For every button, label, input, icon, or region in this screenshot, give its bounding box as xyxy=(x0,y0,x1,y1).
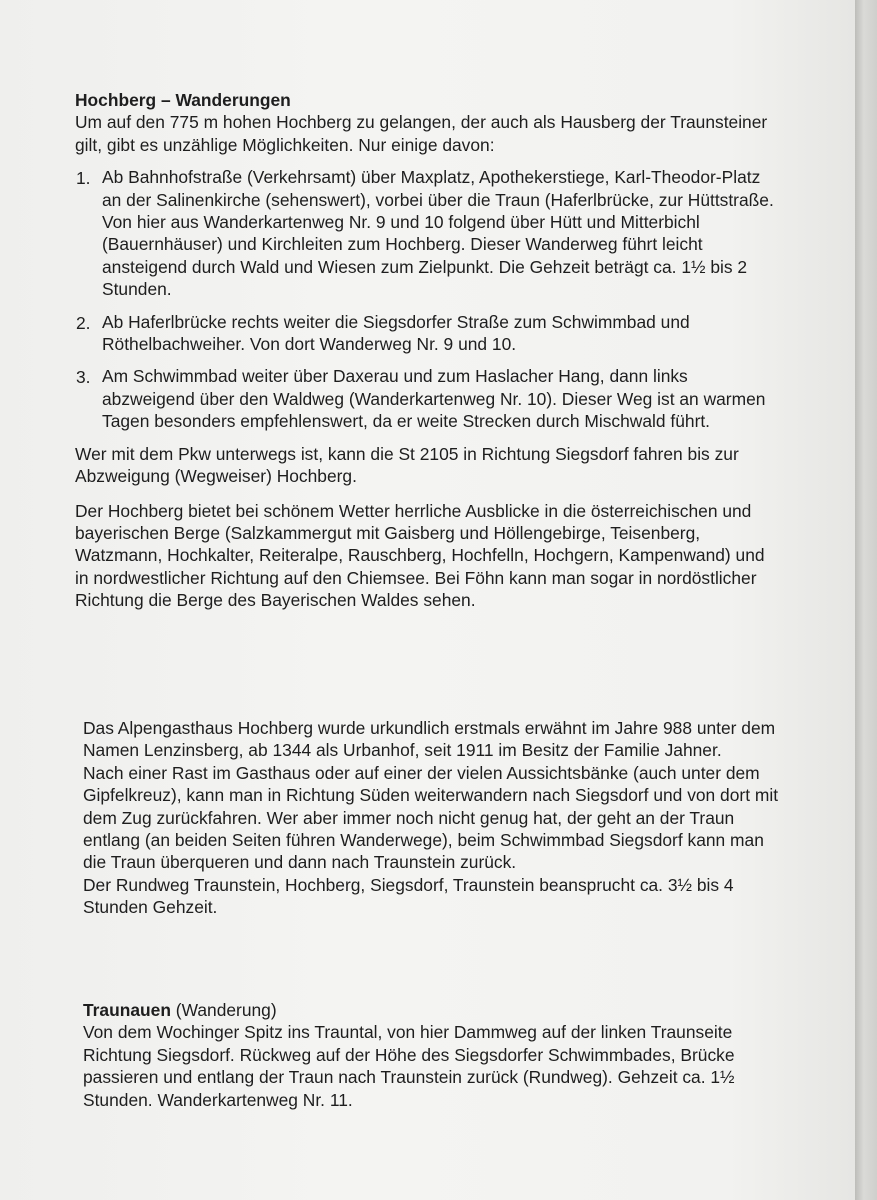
route-text: Ab Bahnhofstraße (Verkehrsamt) über Maxplatz, Apothekerstiege, Karl-Theodor-Platz an der Salinenkirche (sehenswert), vorbei über die Traun (Haferlbrücke, zur Hüttstraße. Von hier aus Wanderkartenweg Nr. 9 und 10 folgend über Hütt und Mitterbichl (Bauernhäuser) und Kirchleiten zum Hochberg. Dieser Wanderweg führt leicht ansteigend durch Wald und Wiesen zum Zielpunkt. Die Gehzeit beträgt ca. 1½ bis 2 Stunden. xyxy=(102,167,774,300)
route-item xyxy=(75,365,780,432)
route-number: 2. xyxy=(76,312,91,333)
rundweg-paragraph: Der Rundweg Traunstein, Hochberg, Siegsdorf, Traunstein beansprucht ca. 3½ bis 4 Stunden Gehzeit. xyxy=(83,874,734,918)
page-edge xyxy=(855,0,877,1200)
traunauen-paragraph: Von dem Wochinger Spitz ins Trauntal, von hier Dammweg auf der linken Traunseite Richtung Siegsdorf. Rückweg auf der Höhe des Siegsdorfer Schwimmbades, Brücke passieren und entlang der Traun nach Traunstein zurück (Rundweg). Gehzeit ca. 1½ Stunden. Wanderkartenweg Nr. 11. xyxy=(83,1022,735,1110)
pkw-paragraph: Wer mit dem Pkw unterwegs ist, kann die St 2105 in Richtung Siegsdorf fahren bis zur Abzweigung (Wegweiser) Hochberg. xyxy=(75,443,739,487)
route-text: Am Schwimmbad weiter über Daxerau und zum Haslacher Hang, dann links abzweigend über den Waldweg (Wanderkartenweg Nr. 10). Dieser Weg ist an warmen Tagen besonders empfehlenswert, da er weite Strecken durch Mischwald führt. xyxy=(102,366,766,432)
section-hochberg xyxy=(75,89,780,612)
views-paragraph: Der Hochberg bietet bei schönem Wetter herrliche Ausblicke in die österreichischen und bayerischen Berge (Salzkammergut mit Gaisberg und Höllengebirge, Teisenberg, Watzmann, Hochkalter, Reiteralpe, Rauschberg, Hochfelln, Hochgern, Kampenwand) und in nordwestlicher Richtung auf den Chiemsee. Bei Föhn kann man sogar in nordöstlicher Richtung die Berge des Bayerischen Waldes sehen. xyxy=(75,500,765,611)
heading-traunauen xyxy=(83,999,783,1021)
gasthaus-paragraph: Das Alpengasthaus Hochberg wurde urkundlich erstmals erwähnt im Jahre 988 unter dem Namen Lenzinsberg, ab 1344 als Urbanhof, seit 1911 im Besitz der Familie Jahner. xyxy=(83,718,776,761)
intro-paragraph: Um auf den 775 m hohen Hochberg zu gelangen, der auch als Hausberg der Traunsteiner gilt, gibt es unzählige Möglichkeiten. Nur einige davon: xyxy=(75,112,768,155)
route-number: 3. xyxy=(76,367,91,388)
route-item xyxy=(75,311,780,356)
section-traunauen xyxy=(83,999,783,1111)
heading-traunauen-bold: Traunauen xyxy=(83,1000,171,1020)
route-item xyxy=(75,166,780,300)
route-number: 1. xyxy=(76,168,91,189)
heading-hochberg: Hochberg – Wanderungen xyxy=(75,90,291,110)
route-list xyxy=(75,166,780,432)
rast-paragraph: Nach einer Rast im Gasthaus oder auf einer der vielen Aussichtsbänke (auch unter dem Gipfelkreuz), kann man in Richtung Süden weiterwandern nach Siegsdorf und von dort mit dem Zug zurückfahren. Wer aber immer noch nicht genug hat, der geht an der Traun entlang (an beiden Seiten führen Wanderwege), beim Schwimmbad Siegsdorf kann man die Traun überqueren und dann nach Traunstein zurück. xyxy=(83,762,779,873)
route-text: Ab Haferlbrücke rechts weiter die Siegsdorfer Straße zum Schwimmbad und Röthelbachweiher. Von dort Wanderweg Nr. 9 und 10. xyxy=(102,311,690,355)
section-gasthaus xyxy=(83,717,783,919)
heading-traunauen-rest: (Wanderung) xyxy=(170,1000,277,1020)
